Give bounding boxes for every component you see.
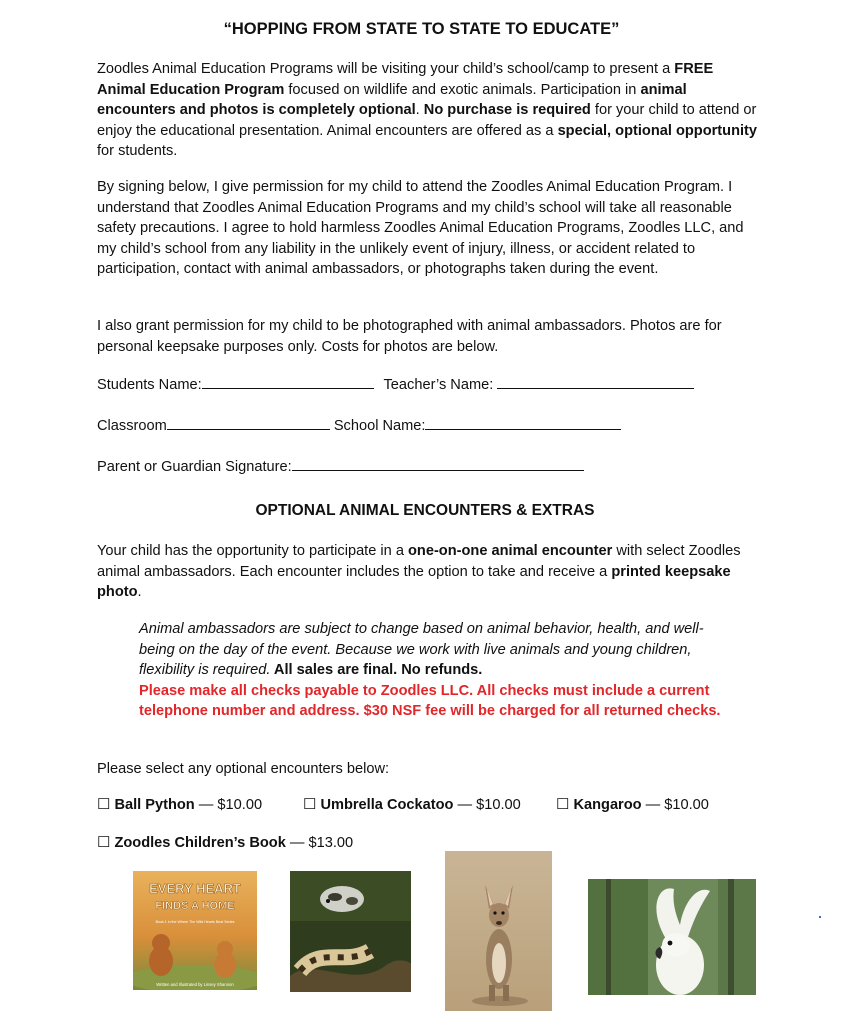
- signature-line[interactable]: [292, 456, 584, 471]
- option-ball-python[interactable]: [97, 795, 262, 815]
- book-series-text: Book 1 in the Where The Wild Hearts Beat Series: [155, 920, 235, 924]
- disclaimer-note: [139, 619, 739, 722]
- book-cover-illustration: [133, 871, 257, 990]
- select-prompt: Please select any optional encounters below:: [97, 761, 390, 777]
- option-name: Umbrella Cockatoo: [320, 797, 454, 813]
- encounter-bold-one-on-one: one-on-one animal encounter: [408, 543, 613, 559]
- ball-python-image: [290, 871, 411, 992]
- encounter-bold-keepsake: printed keepsake photo: [97, 563, 731, 600]
- book-title-line2: FINDS A HOME: [155, 900, 235, 912]
- option-umbrella-cockatoo[interactable]: [303, 795, 521, 815]
- disclaimer-no-refunds: All sales are final. No refunds.: [270, 662, 483, 678]
- kangaroo-image: [445, 851, 552, 1011]
- disclaimer-italic: Animal ambassadors are subject to change based on animal behavior, health, and well-being on the day of the event. Because we work with live animals and young children, flexibility is required.: [139, 621, 704, 678]
- kangaroo-photo: [445, 851, 552, 1011]
- option-kangaroo[interactable]: [556, 795, 709, 815]
- encounter-text-1: Your child has the opportunity to participate in a: [97, 543, 408, 559]
- intro-text-1: Zoodles Animal Education Programs will be visiting your child’s school/camp to present a: [97, 61, 675, 77]
- intro-text-4: for your child to attend or enjoy the educational presentation. Animal encounters are offered as a: [97, 102, 757, 139]
- encounter-paragraph: [97, 541, 762, 603]
- intro-bold-special: special, optional opportunity: [557, 122, 758, 139]
- book-author-text: Written and Illustrated by Linsey Shannon: [156, 982, 234, 987]
- option-name: Zoodles Children’s Book: [114, 835, 286, 851]
- page-title: “HOPPING FROM STATE TO STATE TO EDUCATE”: [223, 20, 620, 38]
- encounter-text-3: .: [137, 584, 142, 600]
- student-name-line[interactable]: [202, 374, 374, 389]
- intro-bold-optional: animal encounters and photos is completely optional: [97, 81, 687, 118]
- school-name-label: School Name:: [333, 418, 426, 434]
- student-name-label: Students Name:: [97, 377, 202, 393]
- stray-dot: [819, 916, 821, 918]
- checkbox-ball-python[interactable]: ☐: [97, 796, 111, 813]
- option-childrens-book[interactable]: [97, 833, 353, 853]
- option-name: Ball Python: [114, 797, 195, 813]
- intro-bold-free-program: FREE Animal Education Program: [97, 61, 714, 98]
- classroom-label: Classroom: [97, 418, 167, 434]
- cockatoo-photo: [588, 879, 756, 995]
- book-cover-image: [133, 871, 257, 990]
- classroom-line[interactable]: [167, 415, 330, 430]
- cockatoo-image: [588, 879, 756, 995]
- encounter-text-2: with select Zoodles animal ambassadors. Each encounter includes the option to take and receive a: [97, 543, 741, 580]
- school-name-line[interactable]: [425, 415, 621, 430]
- book-title-line1: EVERY HEART: [149, 881, 241, 896]
- intro-bold-no-purchase: No purchase is required: [423, 102, 591, 118]
- checkbox-childrens-book[interactable]: ☐: [97, 834, 111, 851]
- photo-permission-paragraph: I also grant permission for my child to be photographed with animal ambassadors. Photos are for personal keepsake purposes only. Costs for photos are below.: [97, 318, 722, 355]
- option-price: — $10.00: [194, 797, 263, 813]
- checks-payable-notice: Please make all checks payable to Zoodles LLC. All checks must include a current telephone number and address. $30 NSF fee will be charged for all returned checks.: [139, 682, 721, 719]
- checkbox-kangaroo[interactable]: ☐: [556, 796, 570, 813]
- checkbox-umbrella-cockatoo[interactable]: ☐: [303, 796, 317, 813]
- option-name: Kangaroo: [573, 797, 642, 813]
- intro-text-5: for students.: [97, 143, 178, 159]
- teacher-name-line[interactable]: [497, 374, 694, 389]
- option-price: — $10.00: [641, 797, 709, 813]
- signature-row: [97, 456, 584, 477]
- intro-text-3: .: [415, 102, 424, 118]
- option-price: — $10.00: [453, 797, 521, 813]
- intro-text-2: focused on wildlife and exotic animals. Participation in: [284, 81, 641, 98]
- signature-label: Parent or Guardian Signature:: [97, 459, 292, 475]
- permission-paragraph: By signing below, I give permission for my child to attend the Zoodles Animal Education Program. I understand that Zoodles Animal Education Programs and my child’s school will take all reasonable safety precautions. I agree to hold harmless Zoodles Animal Education Programs, Zoodles LLC, and my child’s school from any liability in the unlikely event of injury, illness, or accident related to participation, contact with animal ambassadors, or photographs taken during the event.: [97, 179, 744, 277]
- student-teacher-row: [97, 374, 694, 395]
- intro-paragraph: [97, 59, 762, 162]
- ball-python-photo: [290, 871, 411, 992]
- teacher-name-label: Teacher’s Name:: [383, 377, 494, 393]
- classroom-school-row: [97, 415, 621, 436]
- section-heading: OPTIONAL ANIMAL ENCOUNTERS & EXTRAS: [255, 502, 595, 519]
- option-price: — $13.00: [285, 835, 354, 851]
